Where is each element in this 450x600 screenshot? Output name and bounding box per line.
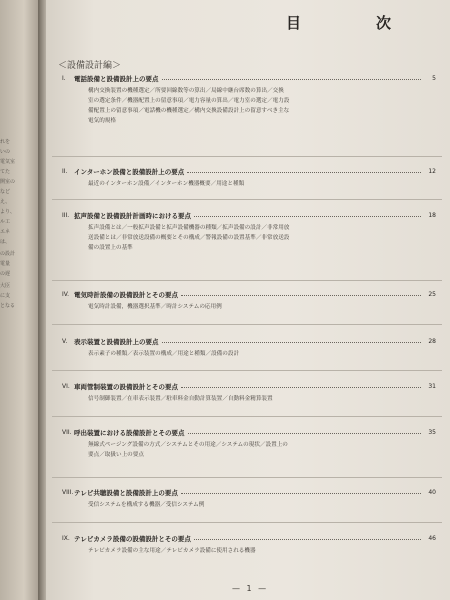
toc-entry-heading <box>62 427 436 437</box>
page-number: 40 <box>428 488 436 496</box>
divider <box>52 477 442 478</box>
toc-entry-heading <box>62 210 436 220</box>
page-number: 31 <box>428 382 436 390</box>
leader-dots <box>187 168 421 173</box>
topic-line: 構内交換装置の機種選定／所要回線数等の算出／局線中継台席数の算出／交換 <box>88 88 284 94</box>
toc-entry <box>62 73 436 126</box>
facing-page-text: エネ <box>0 229 11 235</box>
divider <box>52 324 442 325</box>
toc-entry <box>62 336 436 359</box>
toc-entry <box>62 427 436 460</box>
facing-page-text: 大臣 <box>0 283 11 289</box>
page-number: 46 <box>428 534 436 542</box>
chapter-title: 電気時計設備の設備設計とその要点 <box>74 290 178 299</box>
divider <box>52 416 442 417</box>
leader-dots <box>181 489 421 494</box>
topic-line: 無線式ページング設備の方式／システムとその用途／システムの現状／設置上の <box>88 442 288 448</box>
page-number: 35 <box>428 428 436 436</box>
toc-page <box>46 0 450 600</box>
topic-line: 拡声設備とは／一般拡声設備と拡声設備機器の種類／拡声設備の設計／非常用放 <box>88 225 290 231</box>
chapter-number: VIII. <box>62 488 74 496</box>
topic-line: テレビカメラ設備の主な用途／テレビカメラ設備に使用される機器 <box>88 548 256 554</box>
facing-page-text: 開室の <box>0 179 16 185</box>
toc-entry-heading <box>62 487 436 497</box>
chapter-topics <box>88 440 423 460</box>
toc-entry-heading <box>62 166 436 176</box>
section-heading: ＜設備設計編＞ <box>58 61 122 71</box>
chapter-topics <box>88 179 423 189</box>
topic-line: 信号制御装置／在車表示装置／駐車料金自動計算装置／自動料金精算装置 <box>88 396 273 402</box>
facing-page-text: など <box>0 189 11 195</box>
facing-page-text: いの <box>0 149 11 155</box>
chapter-title: テレビ共聴設備と設備設計上の要点 <box>74 488 178 497</box>
chapter-number: IV. <box>62 290 70 298</box>
toc-entry <box>62 487 436 510</box>
facing-page-text: え、 <box>0 199 11 205</box>
chapter-number: II. <box>62 167 68 175</box>
chapter-topics <box>88 302 423 312</box>
facing-page-text: となる <box>0 303 16 309</box>
topic-line: 備の設置上の基準 <box>88 245 133 251</box>
chapter-title: 呼出装置における設備設計とその要点 <box>74 428 185 437</box>
chapter-number: III. <box>62 211 70 219</box>
toc-entry-heading <box>62 381 436 391</box>
divider <box>52 280 442 281</box>
divider <box>52 156 442 157</box>
topic-line: 電気時計設備，機器選択基準／時計システムの応用例 <box>88 304 222 310</box>
chapter-title: 電話設備と設備設計上の要点 <box>74 74 159 83</box>
facing-page-text: 電気室 <box>0 159 16 165</box>
divider <box>52 199 442 200</box>
leader-dots <box>181 291 421 296</box>
toc-entry-heading <box>62 289 436 299</box>
facing-page-text: は、 <box>0 239 11 245</box>
page-title: 目 次 <box>286 14 422 32</box>
topic-line: 室の選定条件／機器配置上の留意事項／電力容量の算出／電力室の選定／電力設 <box>88 98 290 104</box>
facing-page-text: の遅 <box>0 271 11 277</box>
facing-page-text: てた <box>0 169 11 175</box>
facing-page-text: 電量 <box>0 261 11 267</box>
toc-entry-heading <box>62 336 436 346</box>
facing-page-text: に支 <box>0 293 11 299</box>
page-number: 28 <box>428 337 436 345</box>
facing-page-text: ル工 <box>0 219 11 225</box>
page-number: 25 <box>428 290 436 298</box>
topic-line: 備配置上の留意事項／電話機の機種選定／構内交換設備設計上の留意すべき主な <box>88 108 290 114</box>
leader-dots <box>188 429 422 434</box>
leader-dots <box>181 383 421 388</box>
chapter-topics <box>88 394 423 404</box>
divider <box>52 370 442 371</box>
leader-dots <box>194 212 421 217</box>
facing-page-edge <box>0 0 40 600</box>
page-number: 18 <box>428 211 436 219</box>
leader-dots <box>162 338 422 343</box>
toc-entry <box>62 289 436 312</box>
chapter-title: 拡声設備と設備設計計画時における要点 <box>74 211 191 220</box>
facing-page-text: より、 <box>0 209 16 215</box>
chapter-topics <box>88 546 423 556</box>
topic-line: 要点／取扱い上の要点 <box>88 452 144 458</box>
toc-entry <box>62 210 436 253</box>
divider <box>52 522 442 523</box>
chapter-topics <box>88 349 423 359</box>
chapter-number: IX. <box>62 534 70 542</box>
chapter-topics <box>88 500 423 510</box>
facing-page-text: れを <box>0 139 11 145</box>
toc-entry <box>62 533 436 556</box>
topic-line: 最近のインターホン設備／インターホン機器概要／用途と種類 <box>88 181 245 187</box>
leader-dots <box>162 75 422 80</box>
chapter-title: 車両管制装置の設備設計とその要点 <box>74 382 178 391</box>
topic-line: 受信システムを構成する機器／受信システム例 <box>88 502 205 508</box>
chapter-number: I. <box>62 74 66 82</box>
toc-entry-heading <box>62 533 436 543</box>
chapter-number: V. <box>62 337 68 345</box>
facing-page-text: の設計 <box>0 251 16 257</box>
page-number: 12 <box>428 167 436 175</box>
topic-line: 表示素子の種類／表示装置の構成／用途と種類／設備の設計 <box>88 351 240 357</box>
chapter-topics <box>88 86 423 126</box>
chapter-title: 表示装置と設備設計上の要点 <box>74 337 159 346</box>
page-number: 5 <box>432 74 436 82</box>
topic-line: 電気的規格 <box>88 118 116 124</box>
toc-entry <box>62 381 436 404</box>
chapter-topics <box>88 223 423 253</box>
leader-dots <box>194 535 421 540</box>
chapter-title: インターホン設備と設備設計上の要点 <box>74 167 185 176</box>
toc-entry <box>62 166 436 189</box>
topic-line: 送設備とは／非常放送設備の概要とその構成／警報設備の設置基準／非常放送設 <box>88 235 290 241</box>
folio: — 1 — <box>232 584 269 593</box>
toc-entry-heading <box>62 73 436 83</box>
chapter-number: VII. <box>62 428 72 436</box>
chapter-title: テレビカメラ設備の設備設計とその要点 <box>74 534 191 543</box>
chapter-number: VI. <box>62 382 70 390</box>
